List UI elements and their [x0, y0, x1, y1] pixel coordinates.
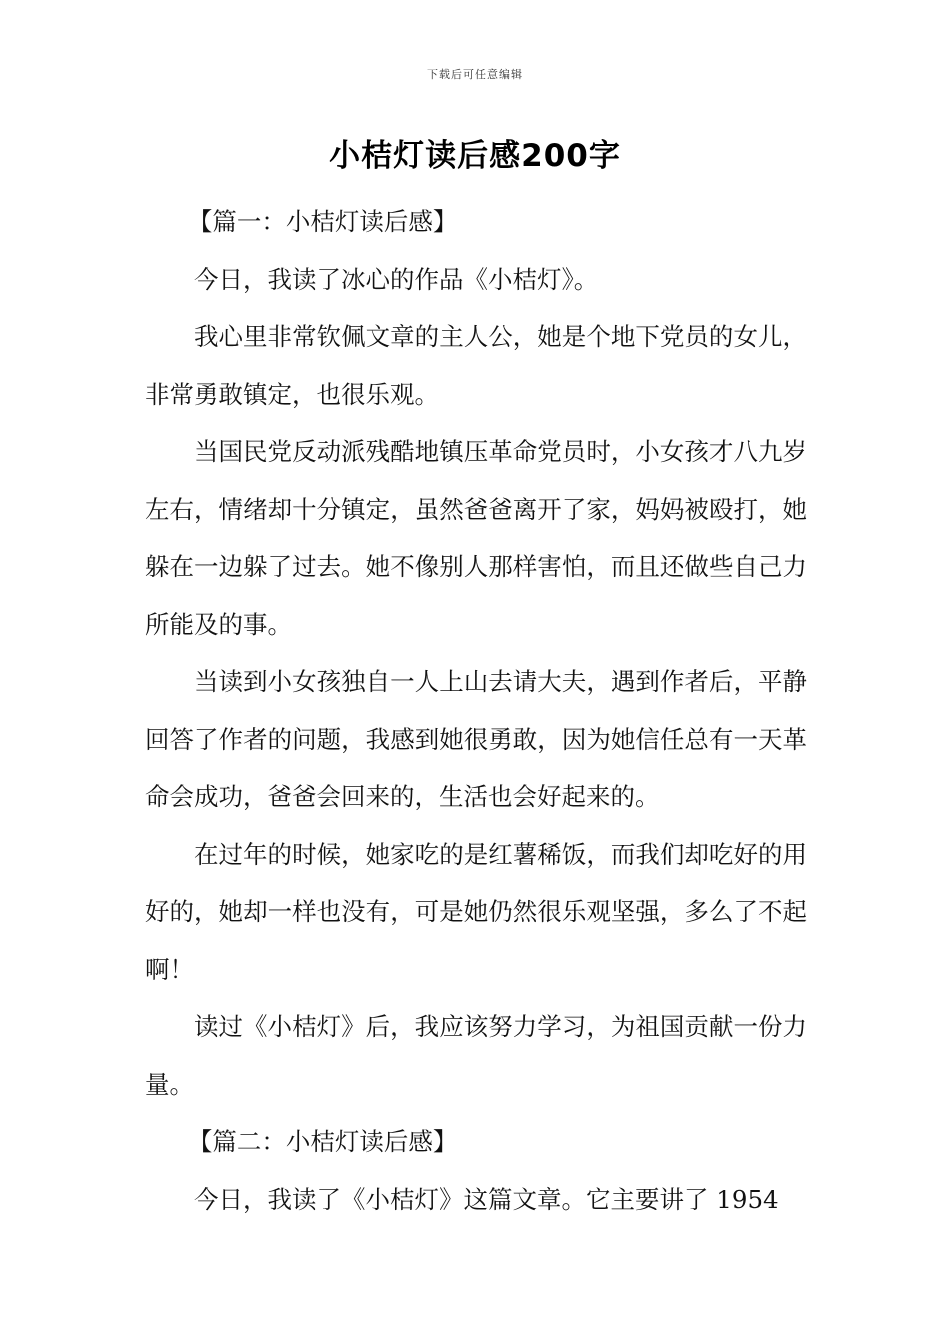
header-note: 下载后可任意编辑 [427, 68, 523, 81]
document-title: 小桔灯读后感200字 [329, 138, 621, 174]
paragraph: 我心里非常钦佩文章的主人公，她是个地下党员的女儿，非常勇敢镇定，也很乐观。 [145, 322, 807, 409]
paragraph: 今日，我读了冰心的作品《小桔灯》。 [194, 264, 599, 294]
paragraph: 读过《小桔灯》后，我应该努力学习，为祖国贡献一份力量。 [145, 1012, 807, 1099]
section-heading-2: 【篇二：小桔灯读后感】 [187, 1127, 458, 1156]
paragraph: 当读到小女孩独自一人上山去请大夫，遇到作者后，平静回答了作者的问题，我感到她很勇敢，因为她信任总有一天革命会成功，爸爸会回来的，生活也会好起来的。 [145, 667, 807, 811]
paragraph: 当国民党反动派残酷地镇压革命党员时，小女孩才八九岁左右，情绪却十分镇定，虽然爸爸离开了家，妈妈被殴打，她躲在一边躲了过去。她不像别人那样害怕，而且还做些自己力所能及的事。 [145, 437, 807, 639]
paragraph: 今日，我读了《小桔灯》这篇文章。它主要讲了 1954 [194, 1184, 779, 1214]
section-heading-1: 【篇一：小桔灯读后感】 [187, 207, 458, 236]
paragraph: 在过年的时候，她家吃的是红薯稀饭，而我们却吃好的用好的，她却一样也没有，可是她仍然很乐观坚强，多么了不起啊！ [145, 839, 807, 984]
document-body [145, 193, 807, 1228]
